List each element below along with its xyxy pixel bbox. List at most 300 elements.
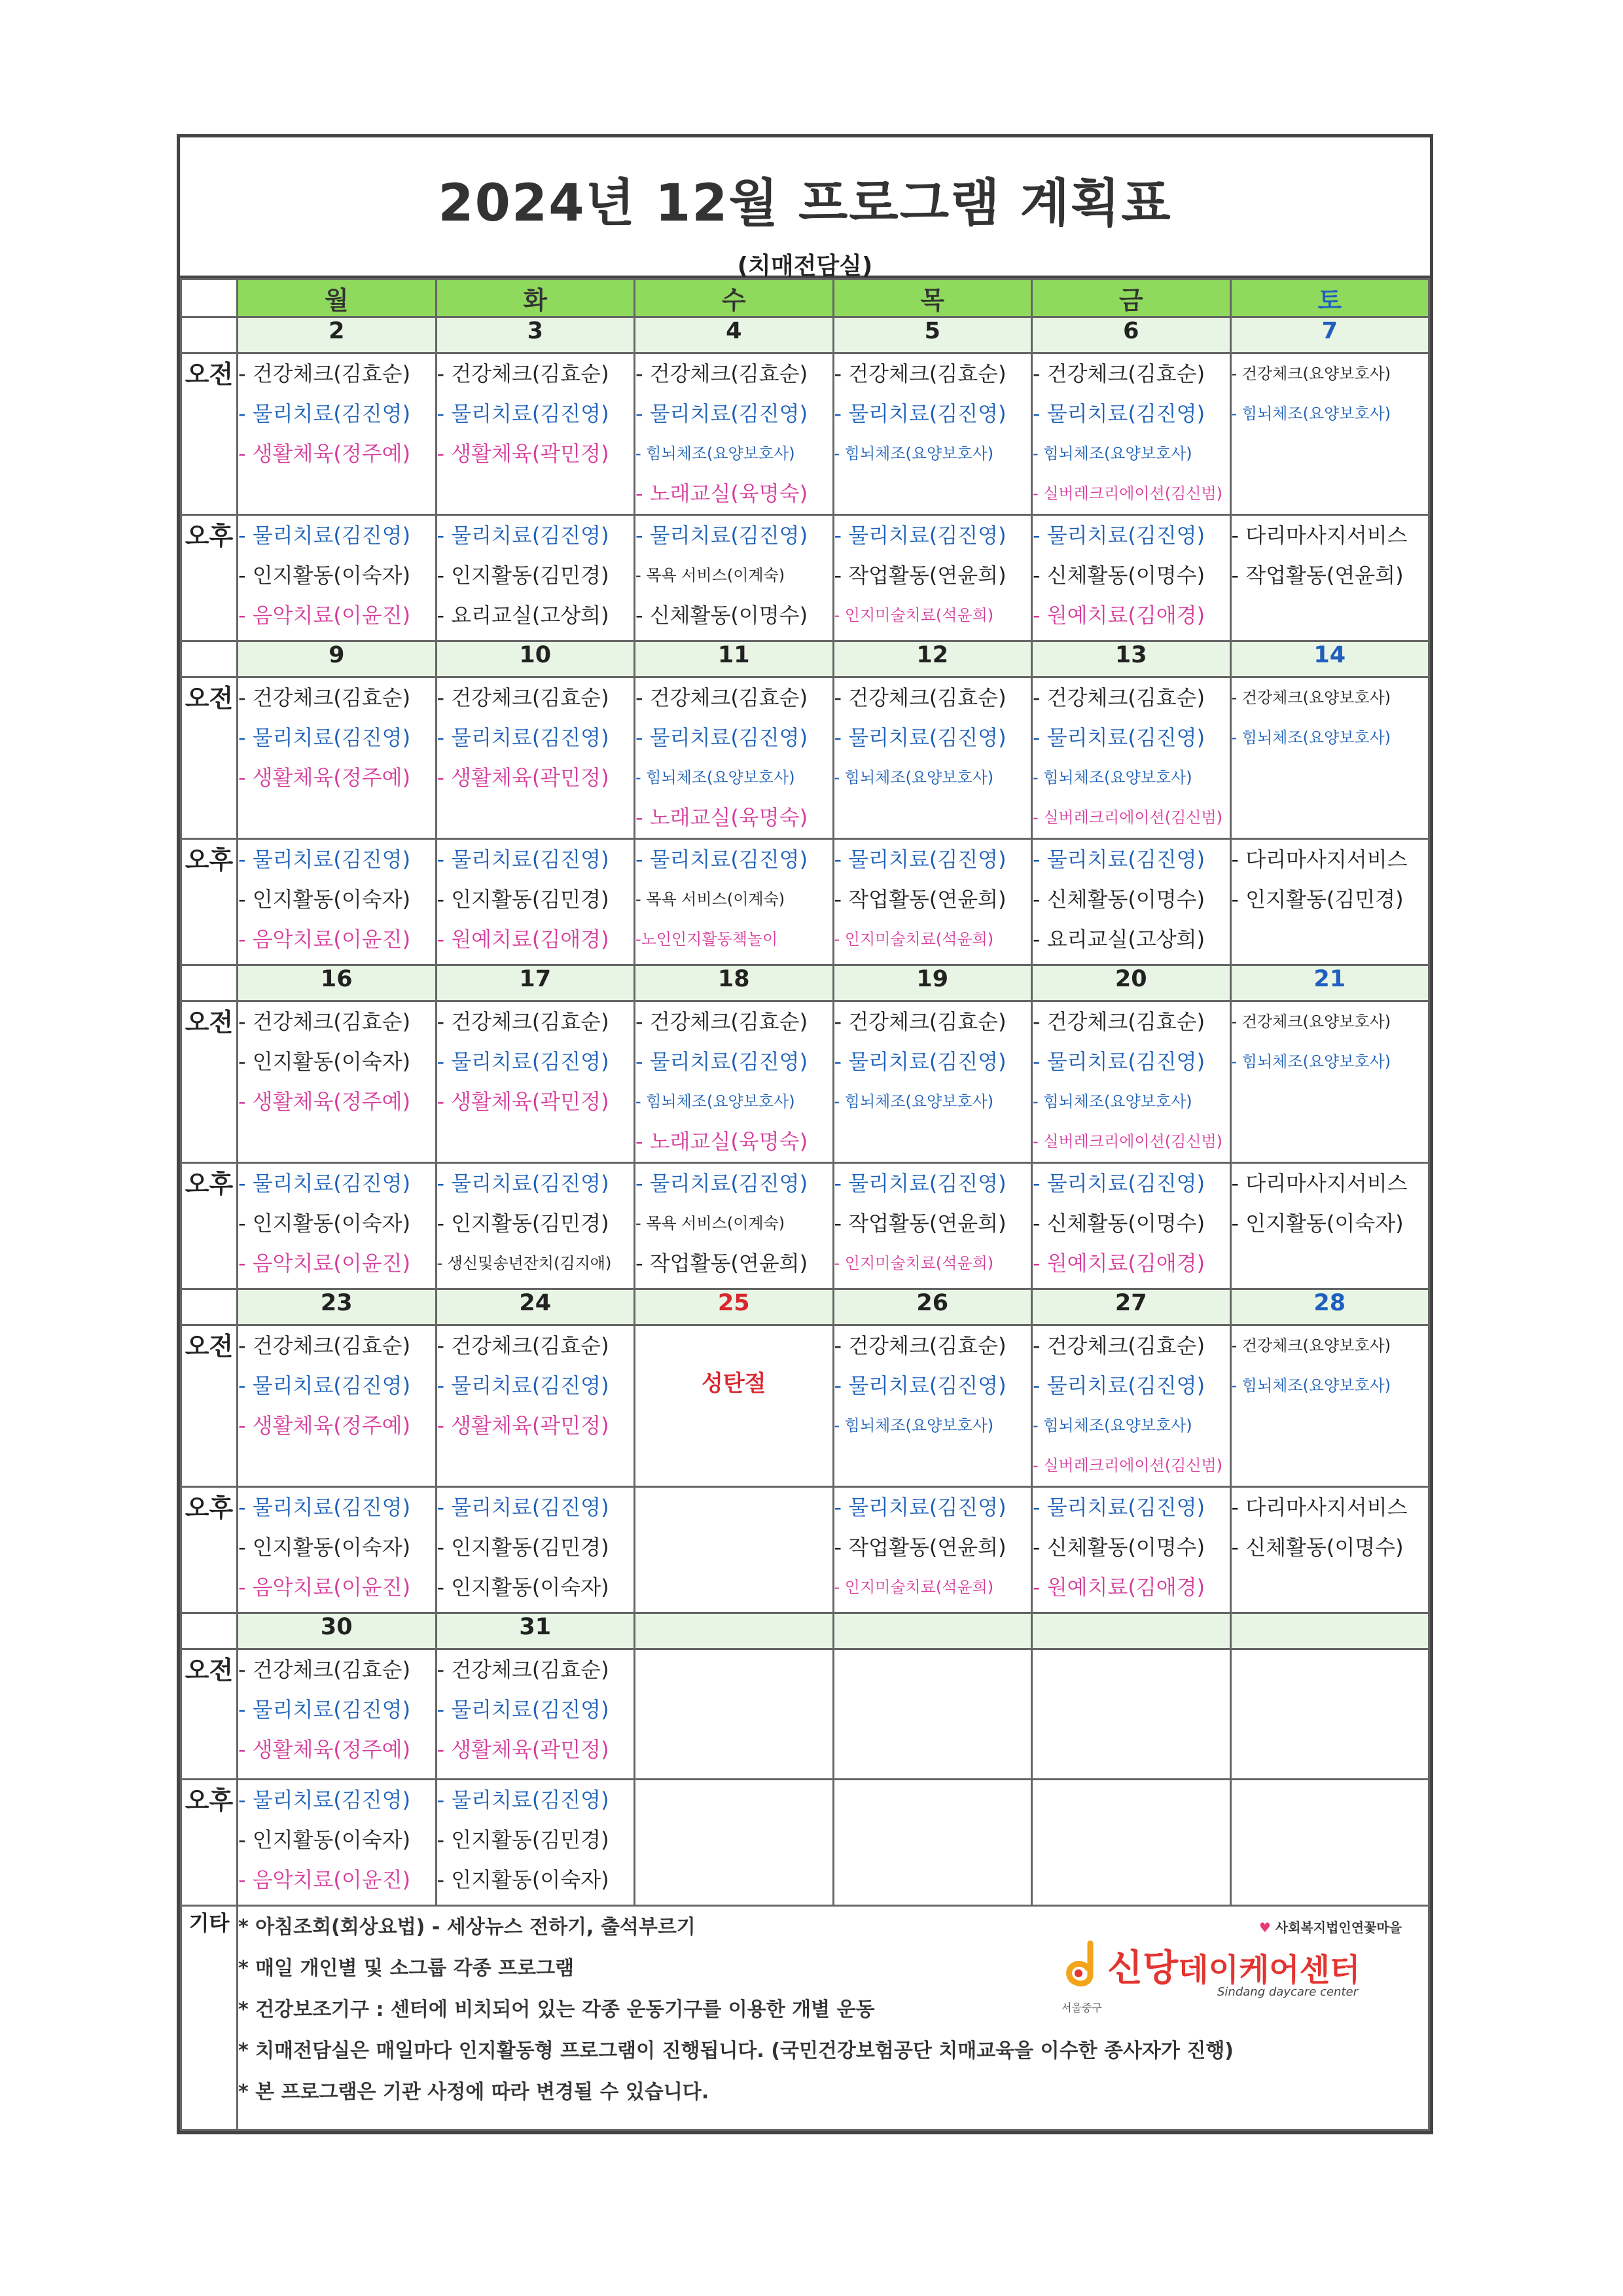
schedule-cell	[635, 677, 834, 839]
logo-org	[1259, 1917, 1402, 1936]
program-item: - 실버레크리에이션(김신범)	[1033, 484, 1223, 503]
program-item: - 원예치료(김애경)	[1033, 1575, 1205, 1600]
program-item: - 건강체크(김효순)	[834, 1009, 1007, 1034]
schedule-cell	[833, 839, 1032, 965]
logo-english: Sindang daycare center	[1217, 1985, 1358, 1999]
program-item: - 물리치료(김진영)	[238, 1787, 411, 1812]
schedule-cell	[635, 1001, 834, 1163]
program-item: - 신체활동(이명수)	[1033, 887, 1205, 912]
logo-brand	[1107, 1939, 1360, 1992]
program-item: - 물리치료(김진영)	[437, 523, 609, 548]
program-item: - 목욕 서비스(이계숙)	[635, 566, 785, 584]
program-item: - 작업활동(연윤희)	[834, 563, 1007, 588]
schedule-cell	[238, 515, 437, 641]
schedule-sheet	[177, 134, 1433, 2134]
program-item: - 음악치료(이윤진)	[238, 1575, 411, 1600]
program-item: - 물리치료(김진영)	[834, 1171, 1007, 1196]
morning-row	[181, 353, 1429, 515]
morning-row	[181, 1325, 1429, 1487]
note-line: * 본 프로그램은 기관 사정에 따라 변경될 수 있습니다.	[238, 2081, 709, 2104]
program-item: - 생활체육(곽민정)	[437, 1089, 609, 1114]
program-item: - 건강체크(김효순)	[1033, 1009, 1205, 1034]
schedule-cell	[238, 1163, 437, 1289]
schedule-cell	[1230, 353, 1429, 515]
program-item: - 인지미술치료(석윤희)	[834, 1578, 994, 1596]
program-item: - 인지활동(이숙자)	[437, 1867, 609, 1892]
schedule-cell	[635, 1163, 834, 1289]
program-item: - 음악치료(이윤진)	[238, 1251, 411, 1276]
schedule-cell	[635, 515, 834, 641]
program-item: - 건강체크(김효순)	[834, 685, 1007, 710]
program-item: - 물리치료(김진영)	[437, 1697, 609, 1722]
date-cell: 27	[1032, 1289, 1231, 1325]
program-item: - 작업활동(연윤희)	[635, 1251, 808, 1276]
program-item: - 작업활동(연윤희)	[834, 887, 1007, 912]
program-item: - 물리치료(김진영)	[238, 1373, 411, 1398]
logo-org-text: 사회복지법인연꽃마을	[1275, 1920, 1402, 1935]
schedule-cell	[1032, 1325, 1231, 1487]
program-item: - 건강체크(김효순)	[834, 1333, 1007, 1358]
program-item: - 생활체육(정주예)	[238, 441, 411, 466]
schedule-cell	[1032, 1163, 1231, 1289]
program-item: - 힘뇌체조(요양보호사)	[1231, 1052, 1391, 1071]
program-item: - 물리치료(김진영)	[834, 1495, 1007, 1520]
schedule-cell	[833, 1780, 1032, 1906]
calendar-table	[180, 278, 1430, 1907]
program-item: - 힘뇌체조(요양보호사)	[834, 1416, 994, 1435]
program-item: - 생활체육(정주예)	[238, 765, 411, 790]
program-item: - 건강체크(김효순)	[635, 685, 808, 710]
schedule-cell	[436, 839, 635, 965]
program-item: - 물리치료(김진영)	[1033, 1495, 1205, 1520]
program-item: - 물리치료(김진영)	[437, 847, 609, 872]
program-item: - 요리교실(고상희)	[1033, 927, 1205, 952]
program-item: - 물리치료(김진영)	[635, 401, 808, 426]
schedule-cell	[635, 1487, 834, 1613]
morning-row	[181, 677, 1429, 839]
date-cell	[1230, 1613, 1429, 1649]
program-item: - 힘뇌체조(요양보호사)	[1231, 404, 1391, 423]
date-cell: 25	[635, 1289, 834, 1325]
schedule-cell	[1230, 1487, 1429, 1613]
program-item: - 물리치료(김진영)	[437, 1049, 609, 1074]
schedule-cell	[1230, 515, 1429, 641]
program-item: - 인지활동(이숙자)	[238, 1827, 411, 1852]
schedule-cell	[238, 1487, 437, 1613]
program-item: - 힘뇌체조(요양보호사)	[834, 1092, 994, 1111]
program-item: - 실버레크리에이션(김신범)	[1033, 1132, 1223, 1151]
program-item: - 건강체크(김효순)	[1033, 361, 1205, 386]
afternoon-row	[181, 839, 1429, 965]
program-item: - 목욕 서비스(이계숙)	[635, 1214, 785, 1232]
corner-cell	[181, 279, 238, 317]
schedule-cell	[238, 839, 437, 965]
date-cell: 6	[1032, 317, 1231, 353]
program-item: - 물리치료(김진영)	[238, 847, 411, 872]
date-cell: 23	[238, 1289, 437, 1325]
holiday-label: 성탄절	[701, 1371, 766, 1397]
schedule-cell	[436, 1780, 635, 1906]
schedule-cell	[436, 353, 635, 515]
afternoon-label: 오후	[181, 839, 238, 965]
program-item: - 물리치료(김진영)	[635, 725, 808, 750]
program-item: - 건강체크(김효순)	[635, 1009, 808, 1034]
schedule-cell	[833, 1487, 1032, 1613]
program-item: - 인지활동(이숙자)	[238, 1535, 411, 1560]
afternoon-label: 오후	[181, 1780, 238, 1906]
program-item: - 인지활동(김민경)	[437, 1211, 609, 1236]
date-corner	[181, 965, 238, 1001]
center-logo	[1061, 1917, 1402, 2015]
schedule-cell	[1230, 1001, 1429, 1163]
weekday-fri: 금	[1032, 279, 1231, 317]
date-corner	[181, 1289, 238, 1325]
program-item: - 신체활동(이명수)	[1231, 1535, 1404, 1560]
program-item: - 물리치료(김진영)	[834, 847, 1007, 872]
program-item: - 물리치료(김진영)	[1033, 1373, 1205, 1398]
afternoon-row	[181, 1487, 1429, 1613]
program-item: - 힘뇌체조(요양보호사)	[834, 444, 994, 463]
date-cell: 31	[436, 1613, 635, 1649]
logo-name-main: 신당	[1107, 1947, 1179, 1990]
program-item: - 작업활동(연윤희)	[1231, 563, 1404, 588]
program-item: - 건강체크(김효순)	[238, 1333, 411, 1358]
date-corner	[181, 317, 238, 353]
program-item: - 원예치료(김애경)	[1033, 603, 1205, 628]
date-cell	[1032, 1613, 1231, 1649]
program-item: - 다리마사지서비스	[1231, 523, 1408, 548]
program-item: - 건강체크(김효순)	[635, 361, 808, 386]
program-item: - 힘뇌체조(요양보호사)	[635, 1092, 795, 1111]
date-cell: 14	[1230, 641, 1429, 677]
program-item: - 생활체육(곽민정)	[437, 441, 609, 466]
schedule-cell	[1032, 1001, 1231, 1163]
program-item: - 신체활동(이명수)	[1033, 1211, 1205, 1236]
logo-location: 서울중구	[1061, 2001, 1102, 2014]
schedule-cell	[833, 515, 1032, 641]
weekday-wed: 수	[635, 279, 834, 317]
weekday-sat: 토	[1230, 279, 1429, 317]
program-item: - 힘뇌체조(요양보호사)	[635, 768, 795, 787]
afternoon-label: 오후	[181, 1487, 238, 1613]
schedule-cell	[436, 515, 635, 641]
program-item: - 건강체크(김효순)	[437, 685, 609, 710]
program-item: - 물리치료(김진영)	[834, 401, 1007, 426]
program-item: - 물리치료(김진영)	[437, 1373, 609, 1398]
program-item: - 물리치료(김진영)	[1033, 523, 1205, 548]
note-line: * 치매전담실은 매일마다 인지활동형 프로그램이 진행됩니다. (국민건강보험공단 치매교육을 이수한 종사자가 진행)	[238, 2039, 1234, 2062]
date-corner	[181, 641, 238, 677]
date-cell: 24	[436, 1289, 635, 1325]
schedule-cell	[436, 1001, 635, 1163]
weekday-thu: 목	[833, 279, 1032, 317]
program-item: - 건강체크(김효순)	[238, 1657, 411, 1682]
date-cell: 20	[1032, 965, 1231, 1001]
program-item: - 생활체육(정주예)	[238, 1413, 411, 1438]
program-item: - 물리치료(김진영)	[834, 725, 1007, 750]
program-item: - 생활체육(정주예)	[238, 1737, 411, 1762]
date-cell: 13	[1032, 641, 1231, 677]
schedule-cell	[1032, 677, 1231, 839]
program-item: - 실버레크리에이션(김신범)	[1033, 808, 1223, 827]
program-item: - 인지미술치료(석윤희)	[834, 1254, 994, 1272]
header	[180, 137, 1430, 278]
program-item: - 건강체크(요양보호사)	[1231, 365, 1391, 383]
program-item: - 인지활동(이숙자)	[238, 1211, 411, 1236]
logo-mark-icon	[1064, 1941, 1099, 1986]
program-item: - 노래교실(육명숙)	[635, 805, 808, 830]
program-item: - 물리치료(김진영)	[238, 725, 411, 750]
program-item: - 물리치료(김진영)	[437, 1495, 609, 1520]
note-line: * 매일 개인별 및 소그룹 각종 프로그램	[238, 1957, 575, 1980]
program-item: - 다리마사지서비스	[1231, 847, 1408, 872]
program-item: - 생활체육(곽민정)	[437, 765, 609, 790]
program-item: - 건강체크(김효순)	[238, 361, 411, 386]
date-row	[181, 1613, 1429, 1649]
schedule-cell	[1230, 1325, 1429, 1487]
schedule-cell	[436, 677, 635, 839]
schedule-cell	[1230, 677, 1429, 839]
date-cell: 28	[1230, 1289, 1429, 1325]
schedule-cell	[635, 839, 834, 965]
program-item: - 물리치료(김진영)	[437, 725, 609, 750]
note-line: * 건강보조기구 : 센터에 비치되어 있는 각종 운동기구를 이용한 개별 운동	[238, 1998, 875, 2021]
program-item: - 힘뇌체조(요양보호사)	[635, 444, 795, 463]
notes-label: 기타	[181, 1906, 238, 2130]
schedule-cell	[238, 1780, 437, 1906]
schedule-cell	[833, 1163, 1032, 1289]
program-item: - 힘뇌체조(요양보호사)	[1231, 728, 1391, 747]
schedule-cell	[1032, 515, 1231, 641]
program-item: - 다리마사지서비스	[1231, 1171, 1408, 1196]
date-cell: 19	[833, 965, 1032, 1001]
program-item: - 목욕 서비스(이계숙)	[635, 890, 785, 908]
program-item: - 물리치료(김진영)	[834, 1049, 1007, 1074]
schedule-cell	[635, 353, 834, 515]
program-item: - 생활체육(곽민정)	[437, 1413, 609, 1438]
program-item: - 인지활동(김민경)	[437, 563, 609, 588]
program-item: - 물리치료(김진영)	[437, 1171, 609, 1196]
program-item: - 건강체크(김효순)	[437, 1333, 609, 1358]
program-item: - 인지활동(김민경)	[437, 1535, 609, 1560]
program-item: - 건강체크(김효순)	[834, 361, 1007, 386]
schedule-cell	[635, 1325, 834, 1487]
schedule-cell	[238, 1649, 437, 1780]
program-item: - 신체활동(이명수)	[1033, 563, 1205, 588]
schedule-cell	[833, 353, 1032, 515]
schedule-cell	[238, 1325, 437, 1487]
schedule-cell	[635, 1780, 834, 1906]
page-title: 2024년 12월 프로그램 계획표	[438, 174, 1172, 233]
program-item: - 노래교실(육명숙)	[635, 1129, 808, 1154]
program-item: - 힘뇌체조(요양보호사)	[834, 768, 994, 787]
program-item: - 원예치료(김애경)	[1033, 1251, 1205, 1276]
note-line: * 아침조회(회상요법) - 세상뉴스 전하기, 출석부르기	[238, 1916, 696, 1939]
date-cell: 21	[1230, 965, 1429, 1001]
program-item: - 인지미술치료(석윤희)	[834, 606, 994, 624]
program-item: - 힘뇌체조(요양보호사)	[1033, 444, 1192, 463]
schedule-cell	[833, 1325, 1032, 1487]
program-item: - 신체활동(이명수)	[1033, 1535, 1205, 1560]
program-item: - 다리마사지서비스	[1231, 1495, 1408, 1520]
date-cell: 5	[833, 317, 1032, 353]
afternoon-row	[181, 1163, 1429, 1289]
program-item: - 작업활동(연윤희)	[834, 1211, 1007, 1236]
schedule-cell	[1032, 1649, 1231, 1780]
morning-label: 오전	[181, 1649, 238, 1780]
program-item: - 건강체크(김효순)	[238, 685, 411, 710]
program-item: - 음악치료(이윤진)	[238, 1867, 411, 1892]
date-row	[181, 641, 1429, 677]
program-item: - 인지활동(이숙자)	[238, 563, 411, 588]
date-cell: 30	[238, 1613, 437, 1649]
date-row	[181, 317, 1429, 353]
weekday-header-row	[181, 279, 1429, 317]
weekday-tue: 화	[436, 279, 635, 317]
schedule-cell	[1032, 353, 1231, 515]
schedule-cell	[1032, 1780, 1231, 1906]
afternoon-label: 오후	[181, 1163, 238, 1289]
date-cell	[635, 1613, 834, 1649]
date-cell: 26	[833, 1289, 1032, 1325]
morning-row	[181, 1001, 1429, 1163]
program-item: - 음악치료(이윤진)	[238, 927, 411, 952]
program-item: - 인지활동(이숙자)	[437, 1575, 609, 1600]
program-item: - 건강체크(요양보호사)	[1231, 1336, 1391, 1355]
date-cell: 18	[635, 965, 834, 1001]
program-item: - 물리치료(김진영)	[238, 1171, 411, 1196]
calendar-body	[181, 317, 1429, 1906]
schedule-cell	[238, 677, 437, 839]
morning-label: 오전	[181, 1325, 238, 1487]
schedule-cell	[238, 1001, 437, 1163]
heart-icon: ♥	[1258, 1920, 1271, 1935]
program-item: - 물리치료(김진영)	[635, 1049, 808, 1074]
date-row	[181, 965, 1429, 1001]
program-item: - 물리치료(김진영)	[635, 523, 808, 548]
afternoon-row	[181, 1780, 1429, 1906]
morning-label: 오전	[181, 677, 238, 839]
program-item: - 물리치료(김진영)	[1033, 1171, 1205, 1196]
date-cell: 10	[436, 641, 635, 677]
schedule-cell	[436, 1649, 635, 1780]
page-subtitle: (치매전담실)	[737, 253, 873, 279]
date-cell	[833, 1613, 1032, 1649]
schedule-cell	[436, 1163, 635, 1289]
schedule-cell	[1230, 1780, 1429, 1906]
program-item: - 생활체육(정주예)	[238, 1089, 411, 1114]
weekday-mon: 월	[238, 279, 437, 317]
afternoon-row	[181, 515, 1429, 641]
date-cell: 4	[635, 317, 834, 353]
program-item: - 요리교실(고상희)	[437, 603, 609, 628]
program-item: - 인지활동(김민경)	[437, 887, 609, 912]
program-item: - 작업활동(연윤희)	[834, 1535, 1007, 1560]
schedule-cell	[436, 1487, 635, 1613]
program-item: - 건강체크(요양보호사)	[1231, 689, 1391, 707]
program-item: - 건강체크(김효순)	[437, 361, 609, 386]
program-item: - 인지활동(김민경)	[437, 1827, 609, 1852]
program-item: - 물리치료(김진영)	[1033, 725, 1205, 750]
date-cell: 9	[238, 641, 437, 677]
program-item: - 물리치료(김진영)	[635, 847, 808, 872]
program-item: - 음악치료(이윤진)	[238, 603, 411, 628]
program-item: - 인지활동(이숙자)	[1231, 1211, 1404, 1236]
program-item: - 실버레크리에이션(김신범)	[1033, 1456, 1223, 1475]
program-item: - 물리치료(김진영)	[1033, 847, 1205, 872]
logo-name-rest: 데이케어센터	[1178, 1952, 1361, 1988]
date-cell: 2	[238, 317, 437, 353]
program-item: - 인지활동(이숙자)	[238, 887, 411, 912]
schedule-cell	[833, 1001, 1032, 1163]
schedule-cell	[1032, 1487, 1231, 1613]
program-item: - 건강체크(김효순)	[238, 1009, 411, 1034]
schedule-cell	[833, 1649, 1032, 1780]
program-item: - 물리치료(김진영)	[1033, 1049, 1205, 1074]
program-item: - 신체활동(이명수)	[635, 603, 808, 628]
schedule-cell	[1230, 839, 1429, 965]
date-cell: 11	[635, 641, 834, 677]
program-item: - 노래교실(육명숙)	[635, 481, 808, 506]
date-cell: 16	[238, 965, 437, 1001]
program-item: - 건강체크(요양보호사)	[1231, 1013, 1391, 1031]
schedule-cell	[1032, 839, 1231, 965]
afternoon-label: 오후	[181, 515, 238, 641]
program-item: - 물리치료(김진영)	[238, 401, 411, 426]
program-item: - 물리치료(김진영)	[238, 1697, 411, 1722]
program-item: - 인지활동(김민경)	[1231, 887, 1404, 912]
program-item: - 건강체크(김효순)	[1033, 685, 1205, 710]
program-item: - 원예치료(김애경)	[437, 927, 609, 952]
schedule-cell	[833, 677, 1032, 839]
program-item: - 물리치료(김진영)	[437, 401, 609, 426]
date-cell: 3	[436, 317, 635, 353]
program-item: - 물리치료(김진영)	[635, 1171, 808, 1196]
program-item: - 물리치료(김진영)	[834, 523, 1007, 548]
schedule-cell	[1230, 1163, 1429, 1289]
schedule-cell	[436, 1325, 635, 1487]
program-item: - 건강체크(김효순)	[1033, 1333, 1205, 1358]
notes-table	[180, 1905, 1430, 2131]
program-item: - 건강체크(김효순)	[437, 1657, 609, 1682]
morning-row	[181, 1649, 1429, 1780]
schedule-cell	[1230, 1649, 1429, 1780]
schedule-cell	[635, 1649, 834, 1780]
program-item: - 인지미술치료(석윤희)	[834, 930, 994, 948]
program-item: - 인지활동(이숙자)	[238, 1049, 411, 1074]
morning-label: 오전	[181, 353, 238, 515]
program-item: - 힘뇌체조(요양보호사)	[1033, 768, 1192, 787]
date-corner	[181, 1613, 238, 1649]
program-item: - 물리치료(김진영)	[437, 1787, 609, 1812]
schedule-cell	[238, 353, 437, 515]
program-item: -노인인지활동책놀이	[635, 930, 778, 948]
program-item: - 물리치료(김진영)	[834, 1373, 1007, 1398]
date-row	[181, 1289, 1429, 1325]
date-cell: 7	[1230, 317, 1429, 353]
date-cell: 12	[833, 641, 1032, 677]
program-item: - 물리치료(김진영)	[238, 1495, 411, 1520]
date-cell: 17	[436, 965, 635, 1001]
program-item: - 생활체육(곽민정)	[437, 1737, 609, 1762]
morning-label: 오전	[181, 1001, 238, 1163]
program-item: - 생신및송년잔치(김지애)	[437, 1254, 612, 1272]
program-item: - 물리치료(김진영)	[238, 523, 411, 548]
program-item: - 힘뇌체조(요양보호사)	[1231, 1376, 1391, 1395]
program-item: - 힘뇌체조(요양보호사)	[1033, 1416, 1192, 1435]
program-item: - 물리치료(김진영)	[1033, 401, 1205, 426]
notes-body	[238, 1906, 1429, 2130]
